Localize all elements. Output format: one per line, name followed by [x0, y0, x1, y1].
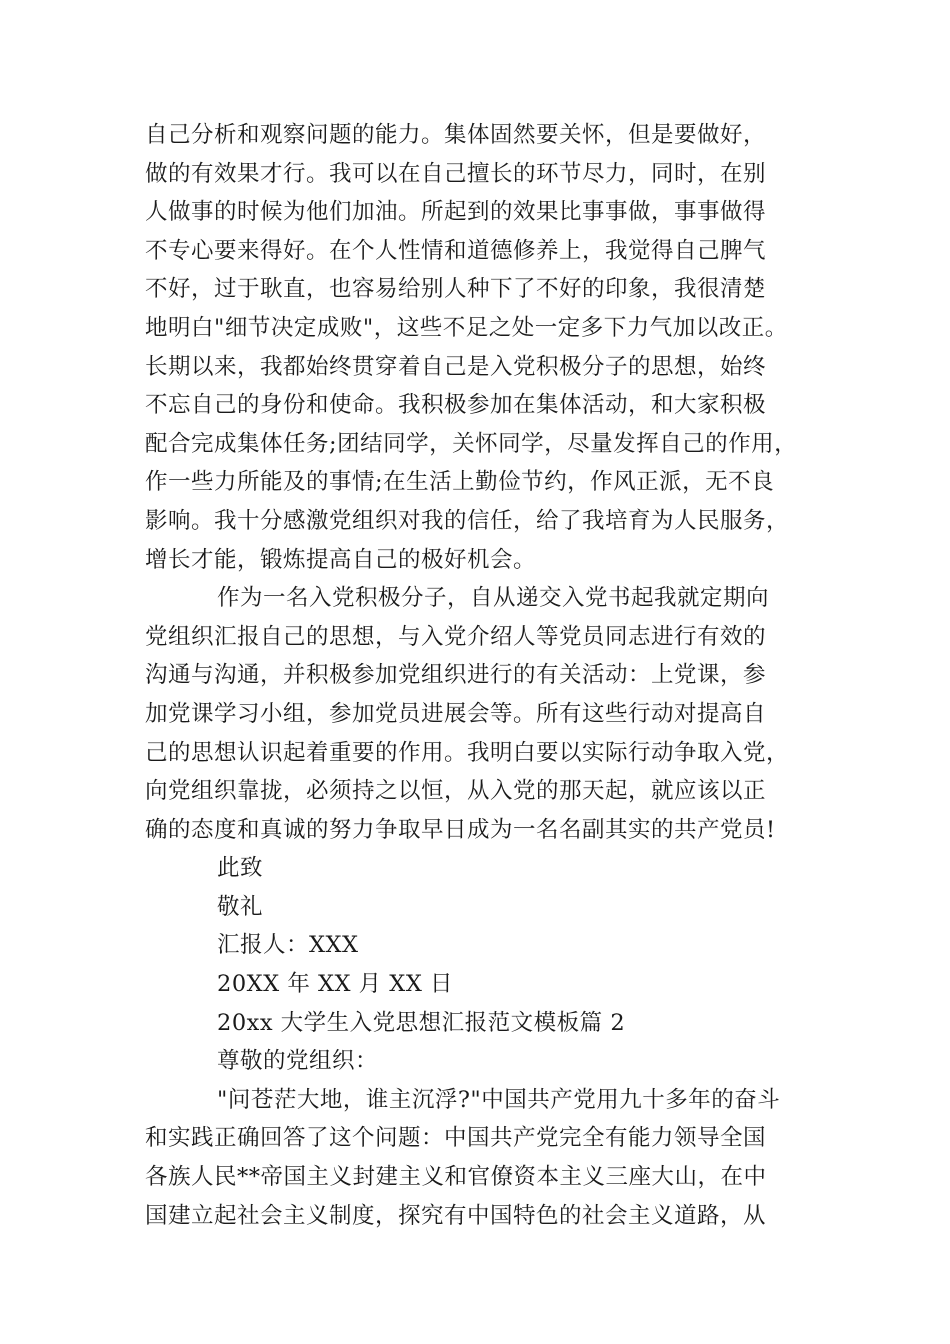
text-line: 作一些力所能及的事情;在生活上勤俭节约，作风正派，无不良: [145, 469, 775, 496]
text-line: 不好，过于耿直，也容易给别人种下了不好的印象，我很清楚: [145, 276, 767, 303]
reporter-line: 汇报人：XXX: [217, 932, 359, 959]
document-body: [145, 116, 825, 1235]
text-line: 影响。我十分感激党组织对我的信任，给了我培育为人民服务，: [145, 507, 790, 534]
text-line: 己的思想认识起着重要的作用。我明白要以实际行动争取入党，: [145, 739, 790, 766]
text-line: 沟通与沟通，并积极参加党组织进行的有关活动：上党课，参: [145, 662, 767, 689]
closing-salutation: 此致: [217, 855, 264, 882]
text-line: 党组织汇报自己的思想，与入党介绍人等党员同志进行有效的: [145, 623, 767, 650]
text-line: 地明白"细节决定成败"，这些不足之处一定多下力气加以改正。: [145, 314, 788, 341]
paragraph-start-line: 作为一名入党积极分子，自从递交入党书起我就定期向: [217, 585, 770, 612]
text-line: 增长才能，锻炼提高自己的极好机会。: [145, 546, 537, 573]
text-line: 和实践正确回答了这个问题：中国共产党完全有能力领导全国: [145, 1125, 767, 1152]
text-line: 做的有效果才行。我可以在自己擅长的环节尽力，同时，在别: [145, 160, 767, 187]
text-line: 各族人民**帝国主义封建主义和官僚资本主义三座大山，在中: [145, 1164, 767, 1191]
text-line: 长期以来，我都始终贯穿着自己是入党积极分子的思想，始终: [145, 353, 767, 380]
paragraph-start-line: "问苍茫大地，谁主沉浮?"中国共产党用九十多年的奋斗: [217, 1086, 781, 1113]
text-line: 自己分析和观察问题的能力。集体固然要关怀，但是要做好，: [145, 122, 767, 148]
text-line: 加党课学习小组，参加党员进展会等。所有这些行动对提高自: [145, 700, 767, 727]
section-title: 20xx 大学生入党思想汇报范文模板篇 2: [217, 1009, 626, 1036]
date-line: 20XX 年 XX 月 XX 日: [217, 971, 453, 998]
closing-regards: 敬礼: [217, 893, 264, 920]
text-line: 向党组织靠拢，必须持之以恒，从入党的那天起，就应该以正: [145, 778, 767, 805]
text-line: 国建立起社会主义制度，探究有中国特色的社会主义道路，从: [145, 1202, 767, 1229]
text-line: 确的态度和真诚的努力争取早日成为一名名副其实的共产党员!: [145, 816, 776, 843]
text-line: 人做事的时候为他们加油。所起到的效果比事事做，事事做得: [145, 199, 767, 226]
text-line: 配合完成集体任务;团结同学，关怀同学，尽量发挥自己的作用，: [145, 430, 798, 457]
greeting-line: 尊敬的党组织：: [217, 1048, 379, 1075]
text-line: 不忘自己的身份和使命。我积极参加在集体活动，和大家积极: [145, 392, 767, 419]
text-line: 不专心要来得好。在个人性情和道德修养上，我觉得自己脾气: [145, 237, 767, 264]
